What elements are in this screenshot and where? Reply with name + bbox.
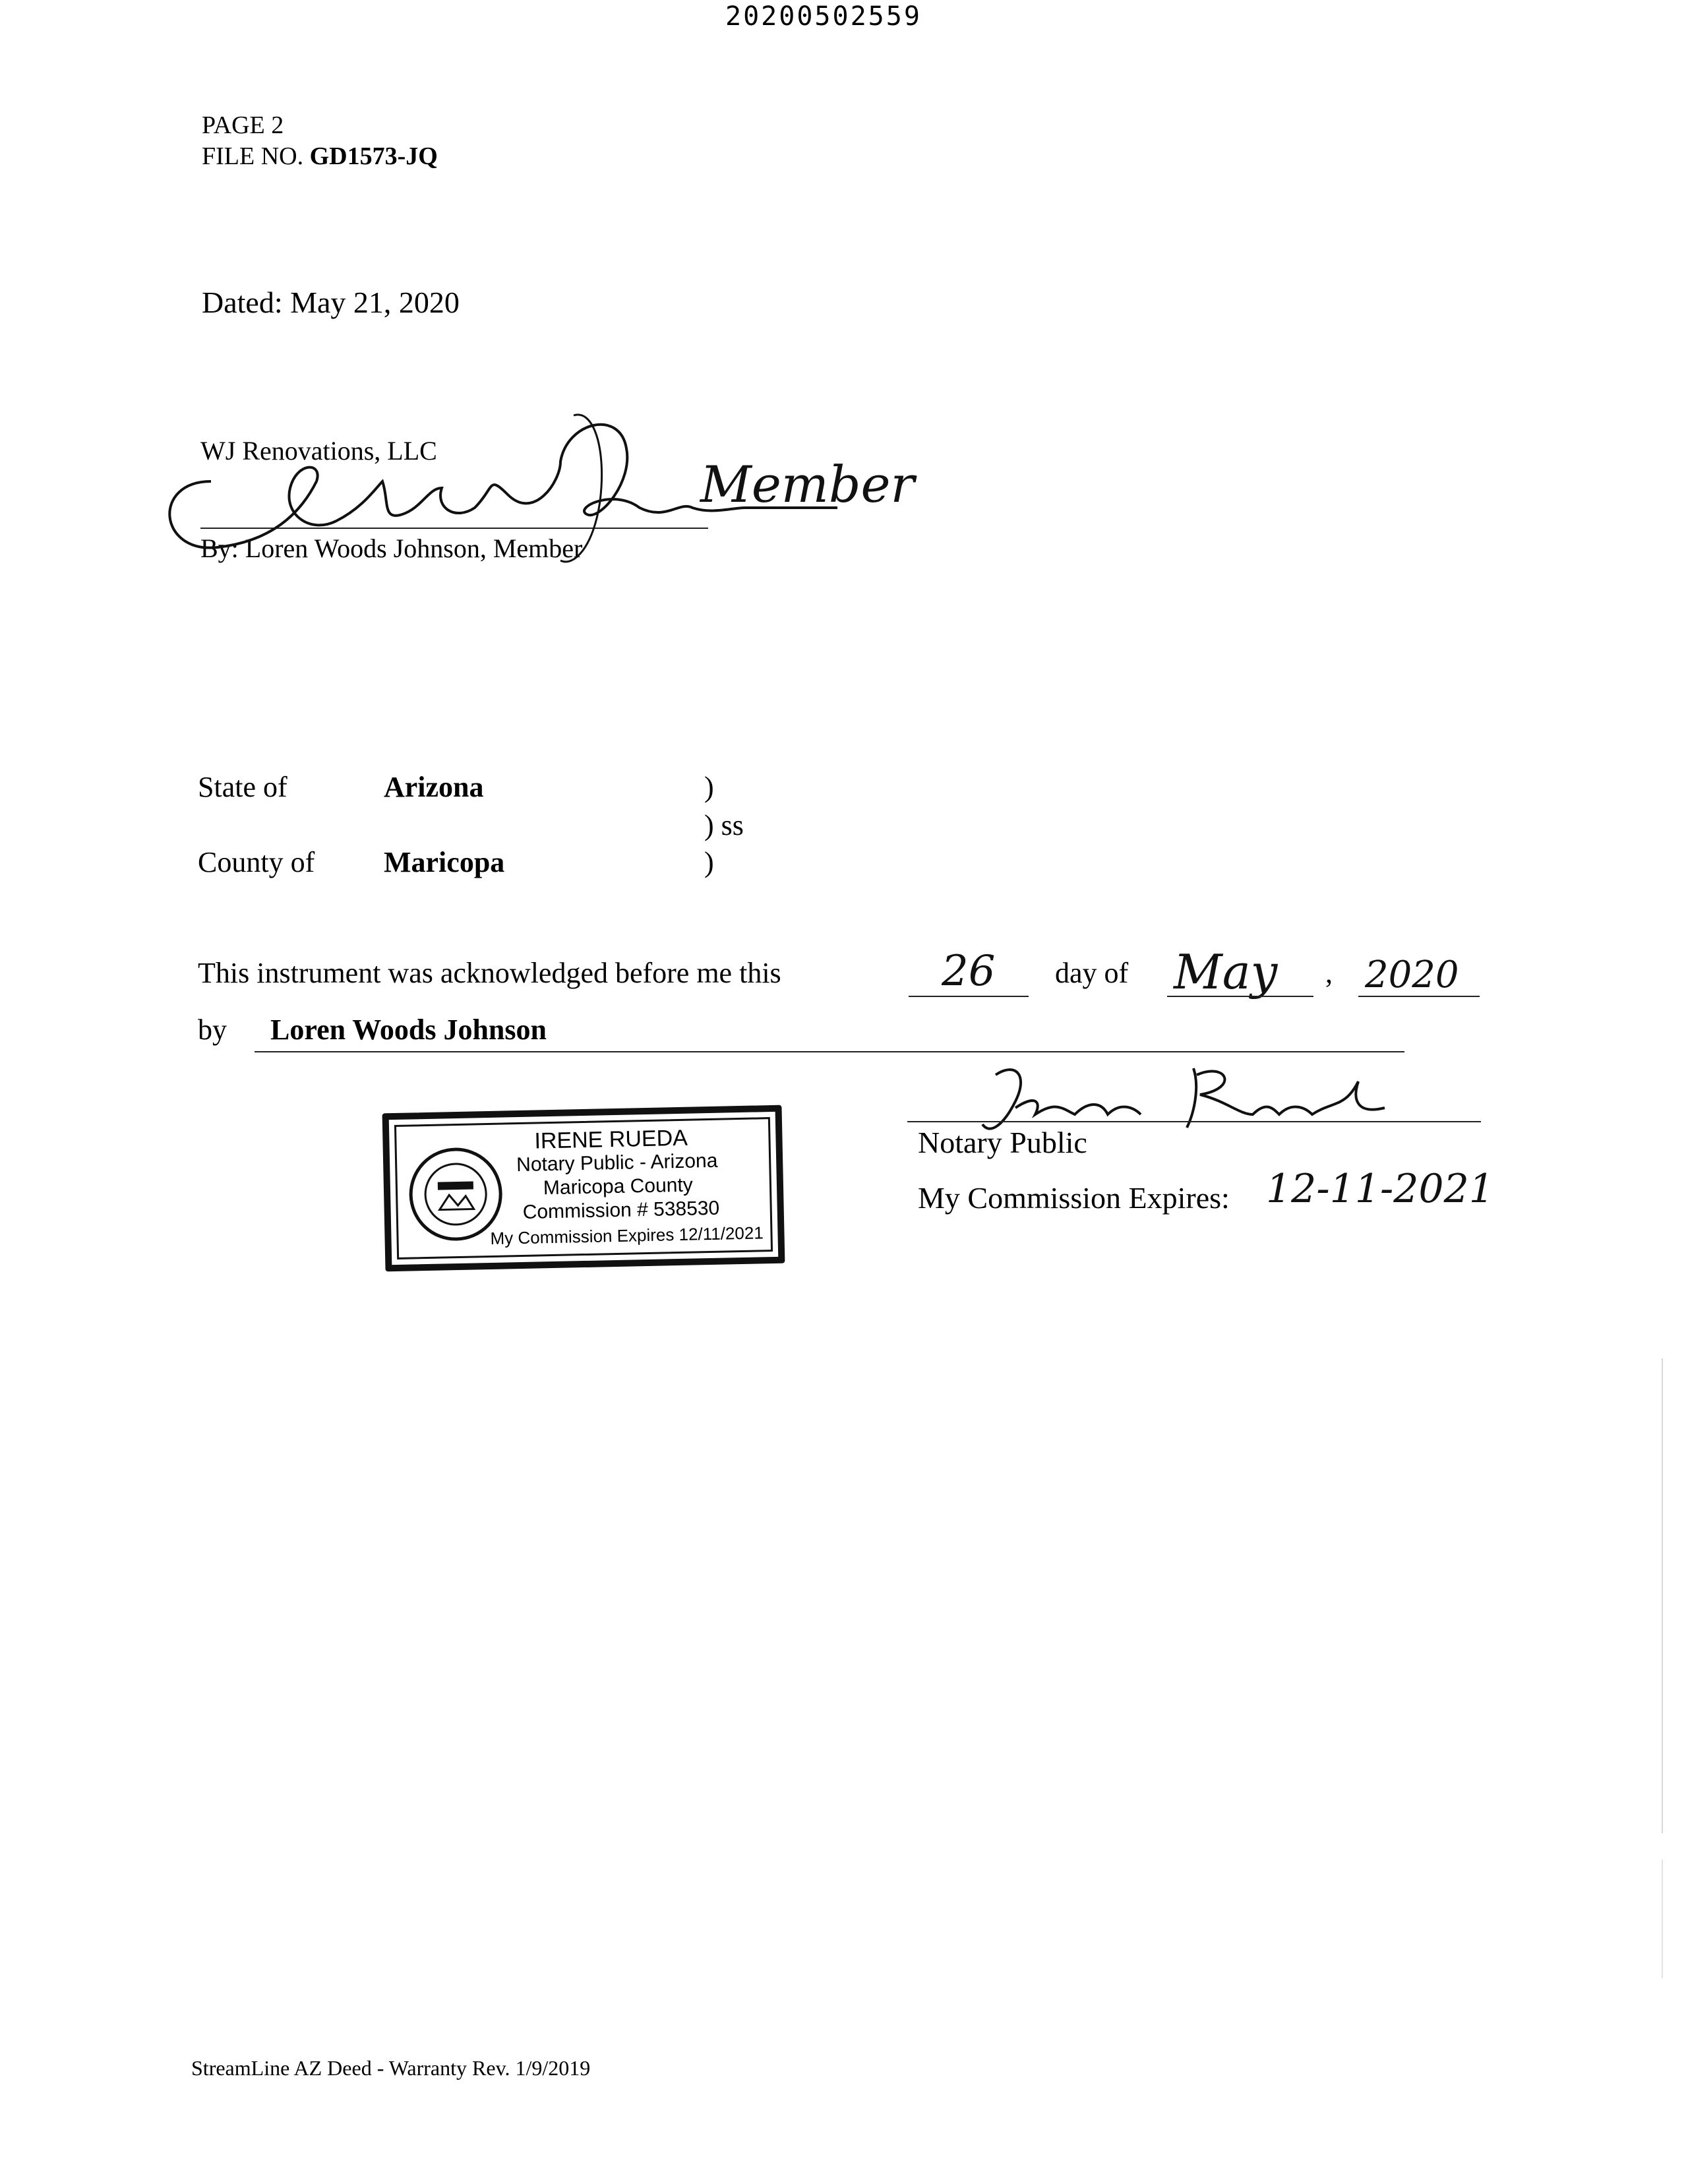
by-name: Loren Woods Johnson	[270, 1014, 547, 1046]
scan-edge-mark	[1662, 1358, 1663, 1833]
month-comma: ,	[1325, 957, 1333, 989]
dated-line: Dated: May 21, 2020	[202, 286, 460, 319]
commission-expires-value: 12-11-2021	[1266, 1166, 1494, 1212]
scan-edge-mark-2	[1662, 1860, 1663, 1978]
year-line	[1358, 996, 1480, 997]
file-number-line	[202, 142, 438, 171]
stamp-line-2: Notary Public - Arizona	[516, 1149, 718, 1176]
stamp-line-5: My Commission Expires 12/11/2021	[490, 1223, 764, 1248]
venue-paren-1: )	[704, 771, 714, 803]
stamp-line-4: Commission # 538530	[522, 1197, 720, 1223]
acknowledgment-month: May	[1174, 944, 1278, 1000]
venue-ss: ) ss	[704, 809, 744, 841]
day-line	[909, 996, 1029, 997]
file-number-label: FILE NO.	[202, 142, 304, 170]
state-value: Arizona	[384, 771, 484, 803]
acknowledgment-day: 26	[942, 947, 996, 996]
file-number: GD1573-JQ	[309, 142, 438, 170]
acknowledgment-text: This instrument was acknowledged before me this	[198, 957, 781, 989]
by-line	[255, 1051, 1404, 1052]
signer-line: By: Loren Woods Johnson, Member	[200, 533, 583, 563]
notary-signature	[976, 1062, 1411, 1134]
county-label: County of	[198, 846, 315, 878]
notary-stamp	[382, 1105, 785, 1272]
by-label: by	[198, 1014, 227, 1046]
notary-public-label: Notary Public	[918, 1126, 1087, 1159]
state-label: State of	[198, 771, 287, 803]
stamp-line-3: Maricopa County	[543, 1174, 694, 1199]
handwritten-member-title: Member	[700, 455, 915, 514]
acknowledgment-year: 2020	[1365, 954, 1459, 996]
stamp-name: IRENE RUEDA	[534, 1125, 688, 1154]
county-value: Maricopa	[384, 846, 505, 878]
notary-signature-line	[907, 1121, 1481, 1122]
month-line	[1167, 996, 1313, 997]
commission-expires-label: My Commission Expires:	[918, 1181, 1230, 1215]
grantor-company: WJ Renovations, LLC	[200, 436, 437, 466]
day-of-label: day of	[1055, 957, 1129, 989]
footer-form-id: StreamLine AZ Deed - Warranty Rev. 1/9/2019	[191, 2056, 591, 2080]
venue-paren-2: )	[704, 846, 714, 878]
page-number: PAGE 2	[202, 111, 284, 139]
recording-number: 20200502559	[725, 1, 922, 32]
